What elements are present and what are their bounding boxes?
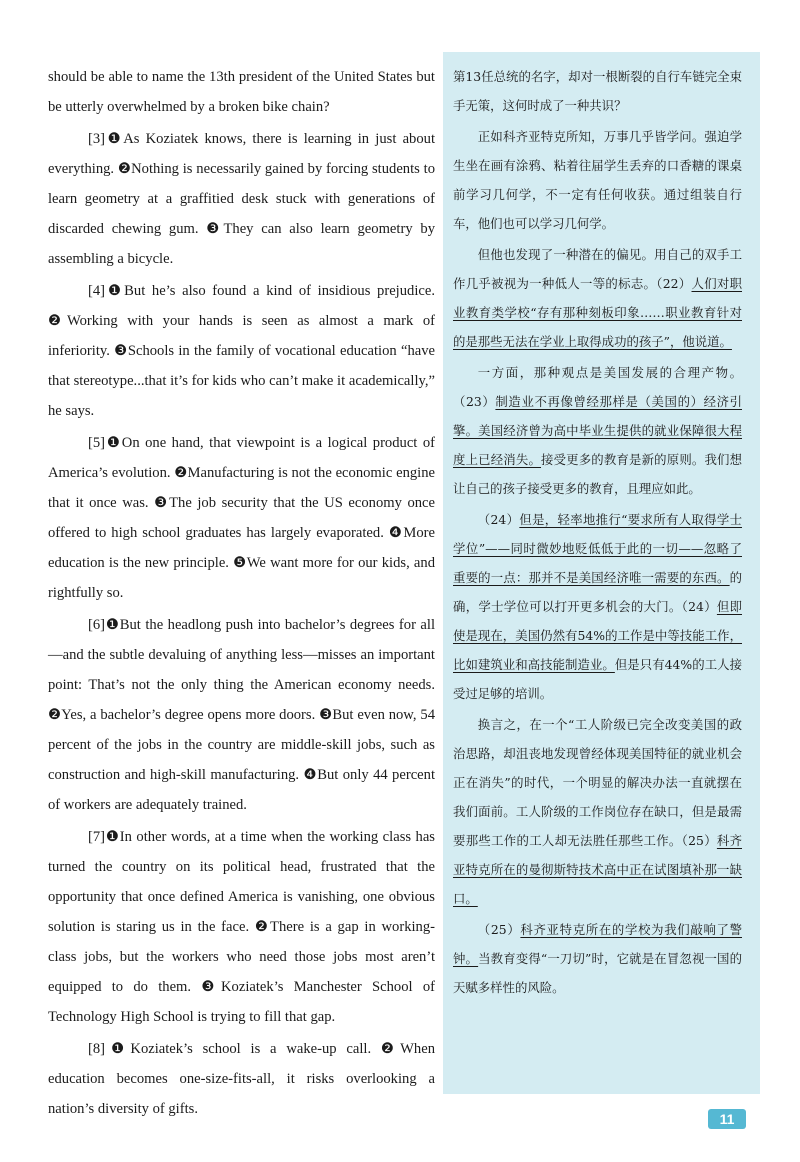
- zh-paragraph-4: [453, 240, 742, 356]
- zh-p7-underlined: 科齐亚特克所在的曼彻斯特技术高中正在试图填补那一缺口。: [453, 833, 742, 906]
- paragraph-continued: should be able to name the 13th president of the United States but be utterly overwhelmed by a broken bike chain?: [48, 69, 435, 115]
- zh-p4-underlined: 人们对职业教育类学校“存有那种刻板印象……职业教育针对的是那些无法在学业上取得成功的孩子”，他说道。: [453, 276, 742, 349]
- chinese-translation-panel: [443, 52, 760, 1094]
- zh-p6-tail: 但是只有44%的工人接受过足够的培训。: [453, 657, 743, 701]
- zh-paragraph-continued: 第13任总统的名字，却对一根断裂的自行车链完全束手无策，这何时成了一种共识？: [453, 69, 742, 113]
- paragraph-6: [6]❶But the headlong push into bachelor’s degrees for all—and the subtle devaluing of anything less—misses an important point: That’s not the only thing the American economy needs. ❷Yes, a bachelor’s degree opens more doors. ❸But even now, 54 percent of the jobs in the country are middle-skill jobs, such as construction and high-skill manufacturing. ❹But only 44 percent of workers are adequately trained.: [48, 617, 435, 813]
- question-marker-22: （22）: [656, 276, 692, 291]
- page-number-badge: 11: [708, 1109, 746, 1129]
- zh-p6-underlined-2: 但即使是现在，美国仍然有54%的工作是中等技能工作，比如建筑业和高技能制造业。: [453, 599, 742, 672]
- zh-p6-text: 的确，学士学位可以打开更多机会的大门。（24）: [453, 570, 742, 614]
- zh-p6-underlined-1: 但是，轻率地推行“要求所有人取得学士学位”——同时微妙地贬低低于此的一切——忽略了重要的一点：那并不是美国经济唯一需要的东西。: [453, 512, 742, 585]
- zh-paragraph-6: [453, 505, 742, 708]
- paragraph-8: [8]❶Koziatek’s school is a wake-up call. ❷When education becomes one-size-fits-all, it risks overlooking a nation’s diversity of gifts.: [48, 1041, 435, 1117]
- zh-p5-underlined: 制造业不再像曾经那样是（美国的）经济引擎。美国经济曾为高中毕业生提供的就业保障很大程度上已经消失。: [453, 394, 742, 467]
- zh-paragraph-8: [453, 915, 742, 1002]
- zh-paragraph-7: [453, 710, 742, 913]
- question-marker-25: （25）: [477, 922, 521, 937]
- zh-p5-text: 一方面，那种观点是美国发展的合理产物。: [477, 365, 742, 380]
- zh-p4-text: 但他也发现了一种潜在的偏见。用自己的双手工作几乎被视为一种低人一等的标志。: [453, 247, 742, 291]
- question-marker-23: （23）: [453, 394, 496, 409]
- zh-p8-underlined: 科齐亚特克所在的学校为我们敲响了警钟。: [453, 922, 742, 966]
- zh-p7-text: 换言之，在一个“工人阶级已完全改变美国的政治思路，却沮丧地发现曾经体现美国特征的就业机会正在消失”的时代，一个明显的解决办法一直就摆在我们面前。工人阶级的工作岗位存在缺口，但是最需要那些工作的工人却无法胜任那些工作。（25）: [453, 717, 742, 848]
- english-passage: [48, 62, 435, 1126]
- paragraph-4: [4]❶But he’s also found a kind of insidious prejudice. ❷Working with your hands is seen as almost a mark of inferiority. ❸Schools in the family of vocational education “have that stereotype...that it’s for kids who can’t make it academically,” he says.: [48, 283, 435, 419]
- zh-paragraph-5: [453, 358, 742, 503]
- paragraph-3: [3]❶As Koziatek knows, there is learning in just about everything. ❷Nothing is necessarily gained by forcing students to learn geometry at a graffitied desk stuck with generations of discarded chewing gum. ❸They can also learn geometry by assembling a bicycle.: [48, 131, 435, 267]
- question-marker-24: （24）: [477, 512, 520, 527]
- zh-p5-tail: 接受更多的教育是新的原则。我们想让自己的孩子接受更多的教育，且理应如此。: [453, 452, 743, 496]
- zh-p8-tail: 当教育变得“一刀切”时，它就是在冒忽视一国的天赋多样性的风险。: [453, 951, 743, 995]
- paragraph-5: [5]❶On one hand, that viewpoint is a logical product of America’s evolution. ❷Manufacturing is not the economic engine that it once was. ❸The job security that the US economy once offered to high school graduates has largely evaporated. ❹More education is the new principle. ❺We want more for our kids, and rightfully so.: [48, 435, 435, 601]
- zh-paragraph-3: 正如科齐亚特克所知，万事几乎皆学问。强迫学生坐在画有涂鸦、粘着往届学生丢弃的口香糖的课桌前学习几何学，不一定有任何收获。通过组装自行车，他们也可以学习几何学。: [453, 129, 742, 231]
- paragraph-7: [7]❶In other words, at a time when the working class has turned the country on its political head, frustrated that the opportunity that once defined America is vanishing, one obvious solution is staring us in the face. ❷There is a gap in working-class jobs, but the workers who need those jobs most aren’t equipped to do them. ❸Koziatek’s Manchester School of Technology High School is trying to fill that gap.: [48, 829, 435, 1025]
